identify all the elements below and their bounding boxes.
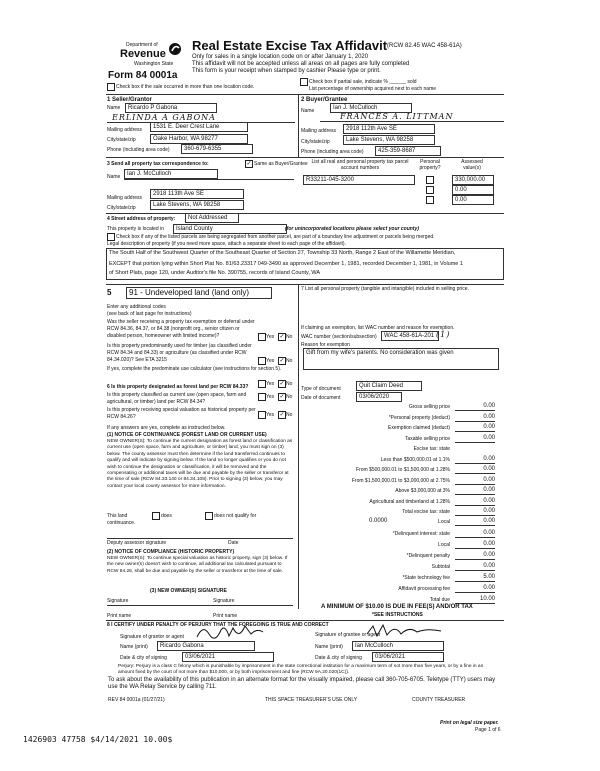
forest-yes-label: Yes bbox=[266, 381, 275, 387]
notice1-title: (1) NOTICE OF CONTINUANCE (FOREST LAND OR CURRENT USE) bbox=[107, 432, 267, 438]
owner-signature-label-2: Signature bbox=[213, 598, 235, 604]
tax-line-label: *Delinquent interest: state bbox=[392, 531, 450, 537]
dept-revenue: Revenue bbox=[120, 48, 166, 60]
section5-number: 5 bbox=[107, 288, 112, 297]
new-owner-signature-heading: (3) NEW OWNER(S) SIGNATURE bbox=[150, 588, 227, 594]
legal-line-1: The South Half of the Southwest Quarter of the Southeast Quarter of Section 27, Township 33 North, Range 2 East of the Willamette Meridian, bbox=[109, 250, 456, 256]
buyer-phone-field[interactable]: 425-359-8687 bbox=[375, 146, 441, 156]
notice2-title: (2) NOTICE OF COMPLIANCE (HISTORIC PROPERTY) bbox=[107, 549, 235, 555]
grantor-date-field[interactable]: 03/06/2021 bbox=[182, 652, 274, 662]
does-not-label: does not qualify for bbox=[214, 513, 257, 519]
current-use-no-checkbox[interactable]: ✓ bbox=[279, 394, 285, 400]
tax-line-label: *State technology fee bbox=[402, 575, 450, 581]
personal-property-checkbox-1[interactable] bbox=[426, 176, 434, 184]
doc-type-field[interactable]: Quit Claim Deed bbox=[356, 381, 422, 391]
street-field[interactable]: Not Addressed bbox=[185, 213, 239, 223]
owner-signature-label-1: Signature bbox=[107, 598, 129, 604]
legal-line-3: of Short Plats, page 120, under Auditor's file No. 390755, records of Island County, WA bbox=[109, 270, 321, 276]
tax-local-value[interactable]: 0.00 bbox=[455, 518, 495, 526]
forest-no-label: No bbox=[286, 381, 293, 387]
legal-label: Legal description of property (if you need more space, attach a separate sheet to each page of the affidavit). bbox=[107, 241, 346, 247]
seller-phone-label: Phone (including area code) bbox=[107, 147, 170, 153]
treasurer-use-only: THIS SPACE TREASURER'S USE ONLY bbox=[265, 697, 358, 703]
partial-list-label: List percentage of ownership acquired next to each name bbox=[309, 86, 437, 92]
grantee-name-label: Name (print) bbox=[315, 644, 343, 650]
tax-line-label: Less than $500,000.01 at 1.1% bbox=[380, 456, 450, 463]
county-treasurer: COUNTY TREASURER bbox=[412, 697, 466, 703]
does-not-qualify-checkbox[interactable] bbox=[205, 512, 213, 520]
tax-line-value[interactable]: 0.00 bbox=[455, 414, 495, 422]
historic-no-label: No bbox=[286, 412, 293, 418]
timber-yes-checkbox[interactable] bbox=[258, 357, 266, 365]
corr-mailing-label: Mailing address bbox=[107, 195, 143, 201]
seller-name-handwritten: ERLINDA A GABONA bbox=[112, 113, 216, 122]
tax-line-label: Taxable selling price bbox=[404, 435, 450, 442]
exemption-no-label: No bbox=[286, 334, 293, 340]
buyer-name-label: Name bbox=[301, 108, 315, 114]
dept-line: Department of bbox=[126, 42, 158, 48]
historic-yes-checkbox[interactable] bbox=[258, 411, 266, 419]
this-land-label: This land bbox=[107, 513, 128, 519]
see-back-label: (see back of last page for instructions) bbox=[107, 311, 192, 317]
tax-line-label: *Delinquent penalty bbox=[406, 553, 450, 559]
tax-line-value[interactable]: 0.00 bbox=[455, 552, 495, 560]
current-use-question: Is this property classified as current use (open space, farm and agricultural, or timber) land per RCW 84.34? bbox=[107, 392, 247, 405]
alternate-format-notice: To ask about the availability of this publication in an alternate format for the visually impaired, please call 360-705-6705. Teletype (TTY) users may use the WA Relay Service by calling 711. bbox=[108, 677, 496, 690]
grantor-signature[interactable] bbox=[195, 622, 265, 642]
multi-location-label: Check box if the sale occurred in more than one location code. bbox=[116, 84, 255, 90]
same-as-buyer-label: Same as Buyer/Grantee bbox=[254, 161, 308, 167]
tax-line-label: Total excise tax: state bbox=[402, 509, 450, 515]
revenue-swirl-icon bbox=[168, 42, 182, 56]
exemption-claim-label: If claiming an exemption, list WAC number and reason for exemption. bbox=[301, 325, 455, 331]
tax-line-value[interactable]: 0.00 bbox=[455, 498, 495, 506]
seller-heading: 1 Seller/Grantor bbox=[107, 97, 153, 103]
corr-mailing-field[interactable]: 2918 113th Ave SE bbox=[150, 189, 244, 199]
historic-yes-label: Yes bbox=[266, 412, 275, 418]
additional-codes-label: Enter any additional codes bbox=[107, 304, 166, 310]
tax-line-value[interactable]: 0.00 bbox=[455, 487, 495, 495]
deputy-signature-label: Deputy assessor signature bbox=[107, 540, 167, 546]
wac-handwritten: (1) bbox=[436, 330, 451, 339]
tax-line-label: Excise tax: state bbox=[413, 446, 450, 452]
forest-yes-checkbox[interactable] bbox=[258, 380, 266, 388]
personal-property-checkbox-2[interactable] bbox=[426, 186, 434, 194]
parcel-col-header: List all real and personal property tax parcel account numbers bbox=[311, 159, 409, 171]
assessed-col-header: Assessed value(s) bbox=[461, 159, 483, 171]
doc-type-label: Type of document bbox=[301, 386, 341, 392]
tax-line-value[interactable]: 0.00 bbox=[455, 435, 495, 443]
tax-line-value[interactable]: 10.00 bbox=[455, 596, 495, 604]
multi-location-checkbox[interactable] bbox=[107, 83, 115, 91]
tax-line-value[interactable]: 0.00 bbox=[455, 563, 495, 571]
does-label: does bbox=[161, 513, 172, 519]
buyer-name-handwritten: FRANCES A. LITTMAN bbox=[340, 112, 454, 121]
partial-sale-label: Check box if partial sale, indicate % ______ sold bbox=[309, 79, 417, 85]
buyer-heading: 2 Buyer/Grantee bbox=[301, 97, 348, 103]
wac-field[interactable]: WAC 458-61A-201 bbox=[381, 331, 439, 341]
current-use-no-label: No bbox=[286, 394, 293, 400]
parcel-number-3[interactable] bbox=[303, 195, 415, 197]
recording-stamp: 1426903 47758 $4/14/2021 10.00$ bbox=[23, 735, 173, 744]
tax-line-label: Exemption claimed (deduct) bbox=[388, 425, 450, 431]
grantor-name-field[interactable]: Ricardo Gabona bbox=[157, 641, 255, 651]
minimum-due-note: A MINIMUM OF $10.00 IS DUE IN FEE(S) AND/OR TAX bbox=[321, 604, 473, 610]
tax-line-value[interactable]: 0.00 bbox=[455, 541, 495, 549]
located-label: This property is located in bbox=[107, 226, 164, 232]
tax-line-label: Gross selling price bbox=[408, 404, 450, 410]
deputy-date-label: Date bbox=[228, 540, 239, 546]
tax-line-label: Local bbox=[438, 542, 450, 548]
corr-name-label: Name bbox=[107, 174, 121, 180]
grantee-signature[interactable] bbox=[365, 622, 445, 640]
section7-heading: 7 List all personal property (tangible and intangible) included in selling price. bbox=[301, 286, 469, 292]
buyer-city-label: City/state/zip bbox=[301, 139, 330, 145]
grantor-name-label: Name (print) bbox=[120, 644, 148, 650]
timber-no-label: No bbox=[286, 358, 293, 364]
historic-no-checkbox[interactable]: ✓ bbox=[279, 412, 285, 418]
correspondence-heading: 3 Send all property tax correspondence to: bbox=[107, 161, 209, 167]
personal-property-checkbox-3[interactable] bbox=[426, 196, 434, 204]
form-number: Form 84 0001a bbox=[108, 70, 178, 81]
owner-print-name-label-2: Print name bbox=[213, 613, 238, 619]
rev-number: REV 84 0001a (01/27/21) bbox=[108, 697, 165, 703]
buyer-mailing-field[interactable]: 2918 112th Ave SE bbox=[343, 124, 435, 134]
tax-line-label: Subtotal bbox=[431, 564, 450, 570]
tax-line-label: Above $3,000,000 at 3% bbox=[395, 488, 450, 494]
parcel-number-1[interactable]: R33211-045-3200 bbox=[303, 175, 415, 185]
page-title: Real Estate Excise Tax Affidavit bbox=[192, 38, 388, 53]
seller-city-field[interactable]: Oake Harbor, WA 98277 bbox=[150, 134, 248, 144]
tax-line-label: Total due bbox=[429, 597, 450, 603]
tax-line-value[interactable]: 0.00 bbox=[455, 403, 495, 411]
buyer-mailing-label: Mailing address bbox=[301, 128, 337, 134]
header-line2: This affidavit will not be accepted unless all areas on all pages are fully completed bbox=[192, 61, 410, 67]
parcel-number-2[interactable] bbox=[303, 185, 415, 187]
personal-col-header: Personal property? bbox=[419, 159, 441, 171]
seller-mailing-field[interactable]: 1531 E. Deer Crest Lane bbox=[150, 122, 248, 132]
grantee-date-label: Date & city of signing bbox=[315, 655, 362, 661]
same-as-buyer-checkbox[interactable]: ✓ bbox=[246, 161, 252, 167]
seller-mailing-label: Mailing address bbox=[107, 127, 143, 133]
corr-city-label: City/state/zip bbox=[107, 205, 136, 211]
tax-line-value[interactable]: 0.00 bbox=[455, 530, 495, 538]
legal-paper-note: Print on legal size paper. bbox=[440, 720, 499, 726]
grantee-date-field[interactable]: 03/06/2021 bbox=[372, 652, 444, 662]
seller-phone-field[interactable]: 360-679-6355 bbox=[181, 144, 253, 154]
forest-no-checkbox[interactable]: ✓ bbox=[279, 381, 285, 387]
grantee-signature-label: Signature of grantee or agent bbox=[315, 632, 381, 638]
land-use-select[interactable]: 91 - Undeveloped land (land only) bbox=[126, 287, 272, 299]
legal-line-2: EXCEPT that portion lying within Short Plat No. 81/63.23317 049-3490 as approved December 1, 1981, recorded December 1, 1981, in Volume 1 bbox=[109, 261, 463, 267]
street-label: 4 Street address of property: bbox=[107, 216, 176, 222]
county-select[interactable]: Island County bbox=[173, 224, 287, 234]
segregated-checkbox[interactable] bbox=[107, 233, 115, 241]
historic-question: Is this property receiving special valuation as historical property per RCW 84.26? bbox=[107, 407, 256, 420]
grantor-signature-label: Signature of grantor or agent bbox=[120, 634, 184, 640]
corr-name-field[interactable]: Ian J. McCulloch bbox=[124, 169, 218, 179]
legal-description-field[interactable] bbox=[106, 248, 504, 280]
doc-date-field[interactable]: 03/06/2020 bbox=[356, 392, 402, 402]
tax-line-value[interactable]: 0.00 bbox=[455, 456, 495, 464]
notice2-body: NEW OWNER(S): To continue special valuation as historic property, sign (3) below. If the new owner(s) doesn't wish to continue, all additional tax calculated pursuant to RCW 84.26, shall be due and payable by the seller or transferor at the time of sale. bbox=[107, 556, 288, 574]
tax-line-value[interactable]: 0.00 bbox=[455, 585, 495, 593]
reason-label: Reason for exemption bbox=[301, 342, 350, 348]
exemption-yes-label: Yes bbox=[266, 334, 275, 340]
header-line3: This form is your receipt when stamped by cashier Please type or print. bbox=[192, 68, 381, 74]
tax-line-value[interactable]: 0.00 bbox=[455, 424, 495, 432]
assessed-value-3[interactable]: 0.00 bbox=[452, 195, 494, 205]
buyer-phone-label: Phone (including area code) bbox=[301, 149, 364, 155]
seller-name-label: Name bbox=[107, 105, 121, 111]
tax-line-label: From $1,500,000.01 to $3,000,000 at 2.75% bbox=[351, 477, 450, 484]
reason-field[interactable]: Gift from my wife's parents. No consideration was given bbox=[303, 348, 499, 370]
buyer-city-field[interactable]: Lake Stevens, WA 98258 bbox=[343, 135, 435, 145]
buyer-name-field[interactable]: Ian J. McCulloch bbox=[330, 103, 412, 113]
assessed-value-2[interactable]: 0.00 bbox=[452, 185, 494, 195]
timber-no-checkbox[interactable]: ✓ bbox=[279, 358, 285, 364]
segregated-label: Check box if any of the listed parcels are being segregated from another parcel, are part of a boundary line adjustment or parcels being merged. bbox=[116, 234, 435, 240]
perjury-notice: Perjury: Perjury is a class C felony which is punishable by imprisonment in the state correctional institution for a maximum term of not more than five years, or by a fine in an amount fixed by the court of not more than $10,000, or by both imprisonment and fine (RCW 9A.20.020(1C)). bbox=[118, 664, 484, 675]
timber-question: Is this property predominantly used for timber (as classified under RCW 84.34 and 84.33) or agriculture (as classified under RCW 84.34.020)? See ETA 3215 bbox=[107, 343, 252, 363]
forest-question: 6 Is this property designated as forest land per RCW 84.33? bbox=[107, 384, 249, 390]
tax-line-label: From $500,000.01 to $1,500,000 at 1.28% bbox=[356, 467, 450, 473]
header-line1: Only for sales in a single location code on or after January 1, 2020 bbox=[192, 54, 369, 60]
tax-local-label: Local bbox=[438, 519, 450, 525]
exemption-no-checkbox[interactable]: ✓ bbox=[279, 334, 285, 340]
notice1-body: NEW OWNER(S): To continue the current designation as forest land or classification as current use (open space, farm and agriculture, or timber) land, you must sign on (3) below. The county assessor must then determine if the land transferred continues to qualify and will indicate by signing below. If the land no longer qualifies or you do not wish to continue the designation or classification, it will be removed and the compensating or additional taxes will be due and payable by the seller or transferor at the time of sale (RCW 84.33.140 or 84.34.108). Prior to signing (3) below, you may contact your local county assessor for more information. bbox=[107, 439, 293, 489]
tax-line-label: Affidavit processing fee bbox=[398, 586, 450, 592]
does-qualify-checkbox[interactable] bbox=[152, 512, 160, 520]
tax-line-label: Agricultural and timberland at 1.28% bbox=[369, 498, 450, 505]
continuance-label: continuance. bbox=[107, 520, 136, 526]
unincorporated-note: (for unincorporated locations please select your county) bbox=[285, 226, 419, 232]
grantor-date-label: Date & city of signing bbox=[120, 655, 167, 661]
timber-yes-label: Yes bbox=[266, 358, 275, 364]
wac-label: WAC number (section/subsection) bbox=[301, 334, 377, 340]
page-number: Page 1 of 6 bbox=[475, 727, 501, 733]
grantee-name-field[interactable]: Ian McCulloch bbox=[352, 641, 444, 651]
tax-line-label: *Personal property (deduct) bbox=[388, 414, 450, 421]
doc-date-label: Date of document bbox=[301, 395, 341, 401]
seller-name-field[interactable]: Ricardo P Gabona bbox=[125, 103, 217, 113]
dept-state: Washington State bbox=[134, 61, 174, 67]
tax-line-value[interactable]: 0.00 bbox=[455, 508, 495, 516]
tax-line-value[interactable]: 5.00 bbox=[455, 574, 495, 582]
exemption-yes-checkbox[interactable] bbox=[258, 333, 266, 341]
timber-note: If yes, complete the predominate use calculator (see instructions for section 5). bbox=[107, 366, 282, 372]
certify-heading: 8 I CERTIFY UNDER PENALTY OF PERJURY THAT THE FOREGOING IS TRUE AND CORRECT bbox=[107, 622, 329, 628]
current-use-yes-label: Yes bbox=[266, 394, 275, 400]
title-ref: (RCW 82.45 WAC 458-61A) bbox=[387, 43, 462, 49]
local-rate: 0.0000 bbox=[369, 518, 388, 524]
assessed-value-1[interactable]: 330,000.00 bbox=[452, 175, 494, 185]
tax-line-value[interactable]: 0.00 bbox=[455, 466, 495, 474]
answers-instructions: If any answers are yes, complete as instructed below. bbox=[107, 425, 226, 431]
corr-city-field[interactable]: Lake Stevens, WA 98258 bbox=[150, 200, 244, 210]
partial-sale-checkbox[interactable] bbox=[300, 78, 308, 86]
exemption-question: Was the seller receiving a property tax exemption or deferral under RCW 84.36, 84.37, or 84.38 (nonprofit org., senior citizen or disabled person, homeowner with limited income)? bbox=[107, 319, 255, 339]
current-use-yes-checkbox[interactable] bbox=[258, 393, 266, 401]
owner-print-name-label-1: Print name bbox=[107, 613, 132, 619]
see-instructions-note: *SEE INSTRUCTIONS bbox=[372, 612, 423, 618]
seller-city-label: City/state/zip bbox=[107, 137, 136, 143]
tax-line-value[interactable]: 0.00 bbox=[455, 477, 495, 485]
